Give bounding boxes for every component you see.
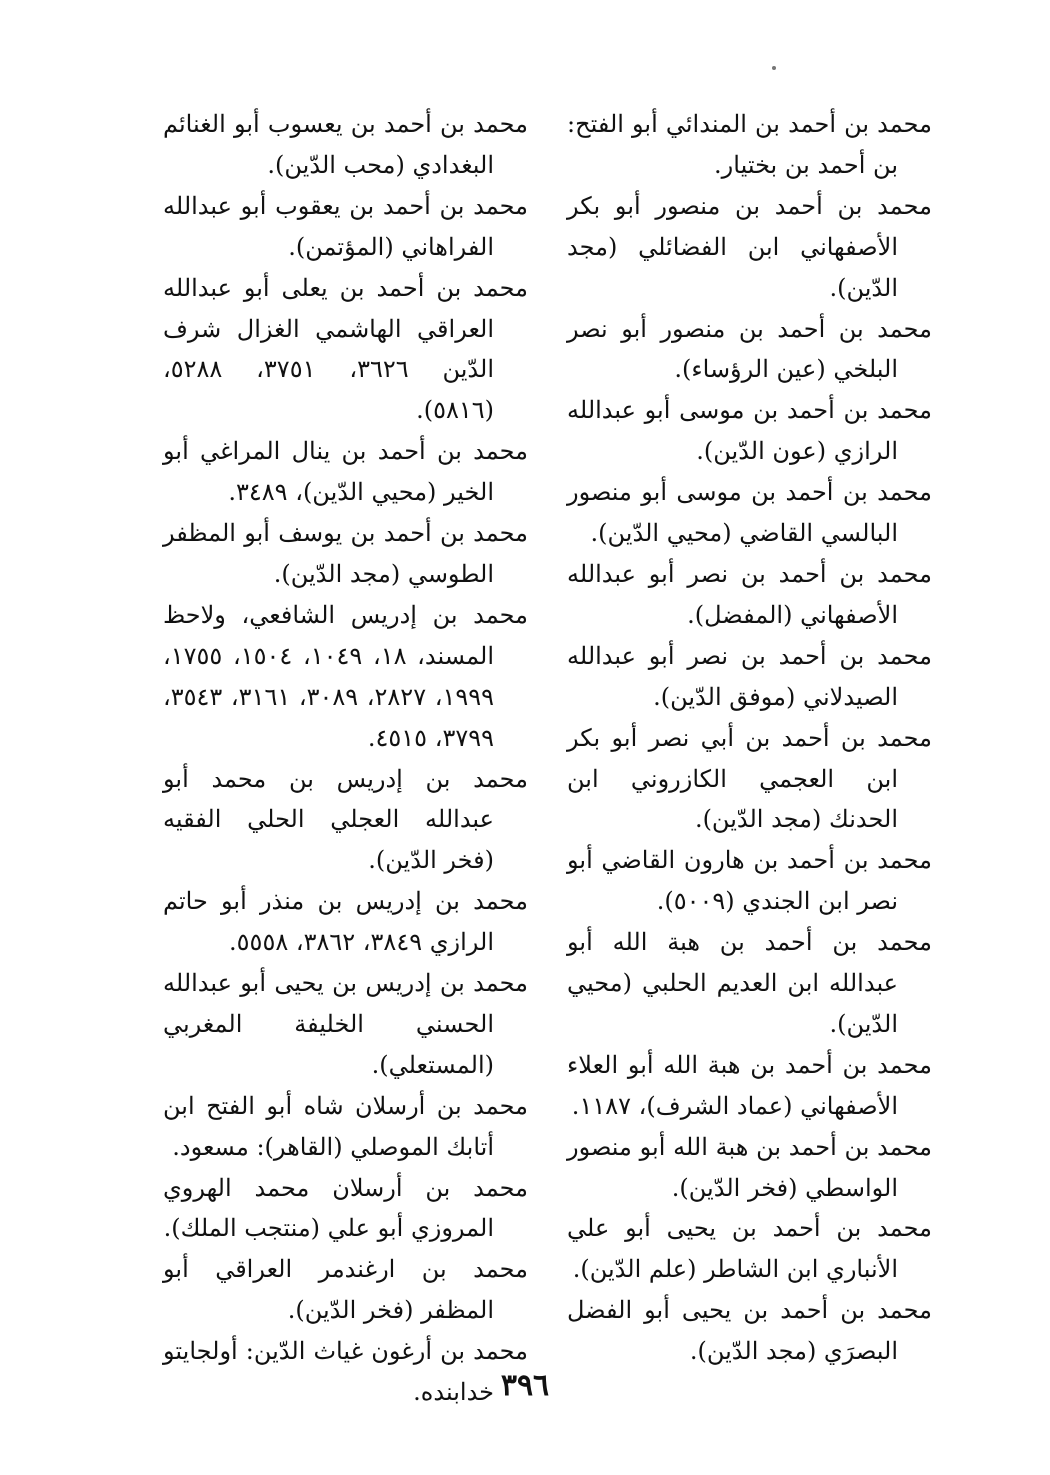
index-entry: محمد بن ارغندمر العراقي أبو المظفر (فخر الدّين).: [163, 1255, 528, 1325]
index-entry: محمد بن أحمد بن يعقوب أبو عبدالله الفراهاني (المؤتمن).: [163, 191, 528, 261]
index-entry: محمد بن أحمد بن أبي نصر أبو بكر ابن العجمي الكازروني ابن الحدنك (مجد الدّين).: [567, 723, 932, 834]
left-column: [163, 104, 528, 1413]
index-entry: محمد بن أحمد بن يعسوب أبو الغنائم البغدادي (محب الدّين).: [163, 110, 528, 179]
index-entry: محمد بن أحمد بن نصر أبو عبدالله الأصفهاني (المفضل).: [567, 559, 932, 629]
index-entry: محمد بن أحمد بن نصر أبو عبدالله الصيدلاني (موفق الدّين).: [567, 641, 932, 711]
index-entry: محمد بن أحمد بن هبة الله أبو عبدالله ابن العديم الحلبي (محيي الدّين).: [567, 928, 932, 1038]
page-number: ٣٩٦: [500, 1368, 550, 1403]
index-entry: محمد بن أحمد بن منصور أبو نصر البلخي (عين الرؤساء).: [567, 314, 932, 384]
index-entry: محمد بن أحمد بن موسى أبو عبدالله الرازي (عون الدّين).: [567, 396, 932, 466]
index-entry: محمد بن أحمد بن المندائي أبو الفتح: بن أحمد بن بختيار.: [567, 110, 932, 179]
index-entry: محمد بن إدريس بن يحيى أبو عبدالله الحسني الخليفة المغربي (المستعلي).: [163, 969, 528, 1079]
index-entry: محمد بن أحمد بن يعلى أبو عبدالله العراقي الهاشمي الغزال شرف الدّين ٣٦٢٦، ٣٧٥١، ٥٢٨٨، (٥٨١٦).: [163, 273, 528, 425]
index-entry: محمد بن أرسلان محمد الهروي المروزي أبو علي (منتجب الملك).: [163, 1173, 528, 1243]
index-entry: محمد بن أحمد بن هبة الله أبو منصور الواسطي (فخر الدّين).: [567, 1132, 932, 1202]
index-entry: محمد بن أحمد بن موسى أبو منصور البالسي القاضي (محيي الدّين).: [567, 478, 932, 548]
index-entry: محمد بن أرغون غياث الدّين: أولجايتو خدابنده.: [163, 1337, 528, 1407]
index-entry: محمد بن أحمد بن يوسف أبو المظفر الطوسي (مجد الدّين).: [163, 519, 528, 588]
index-entry: محمد بن أحمد بن منصور أبو بكر الأصفهاني ابن الفضائلي (مجد الدّين).: [567, 191, 932, 302]
index-entry: محمد بن أحمد بن يحيى أبو الفضل البصرَي (مجد الدّين).: [567, 1296, 932, 1366]
print-speck: [772, 66, 776, 70]
index-entry: محمد بن إدريس بن محمد أبو عبدالله العجلي الحلي الفقيه (فخر الدّين).: [163, 764, 528, 875]
index-entry: محمد بن أحمد بن هبة الله أبو العلاء الأصفهاني (عماد الشرف)، ١١٨٧.: [567, 1050, 932, 1120]
index-entry: محمد بن أرسلان شاه أبو الفتح ابن أتابك الموصلي (القاهر): مسعود.: [163, 1091, 528, 1161]
index-entry: محمد بن أحمد بن ينال المراغي أبو الخير (محيي الدّين)، ٣٤٨٩.: [163, 437, 528, 507]
index-entry: محمد بن أحمد بن يحيى أبو علي الأنباري ابن الشاطر (علم الدّين).: [567, 1214, 932, 1284]
index-entry: محمد بن إدريس الشافعي، ولاحظ المسند، ١٨، ١٠٤٩، ١٥٠٤، ١٧٥٥، ١٩٩٩، ٢٨٢٧، ٣٠٨٩، ٣١٦١، ٣٥٤٣، ٣٧٩٩، ٤٥١٥.: [163, 600, 528, 752]
right-column: [567, 104, 932, 1372]
index-entry: محمد بن إدريس بن منذر أبو حاتم الرازي ٣٨٤٩، ٣٨٦٢، ٥٥٥٨.: [163, 887, 528, 957]
index-entry: محمد بن أحمد بن هارون القاضي أبو نصر ابن الجندي (٥٠٠٩).: [567, 846, 932, 916]
